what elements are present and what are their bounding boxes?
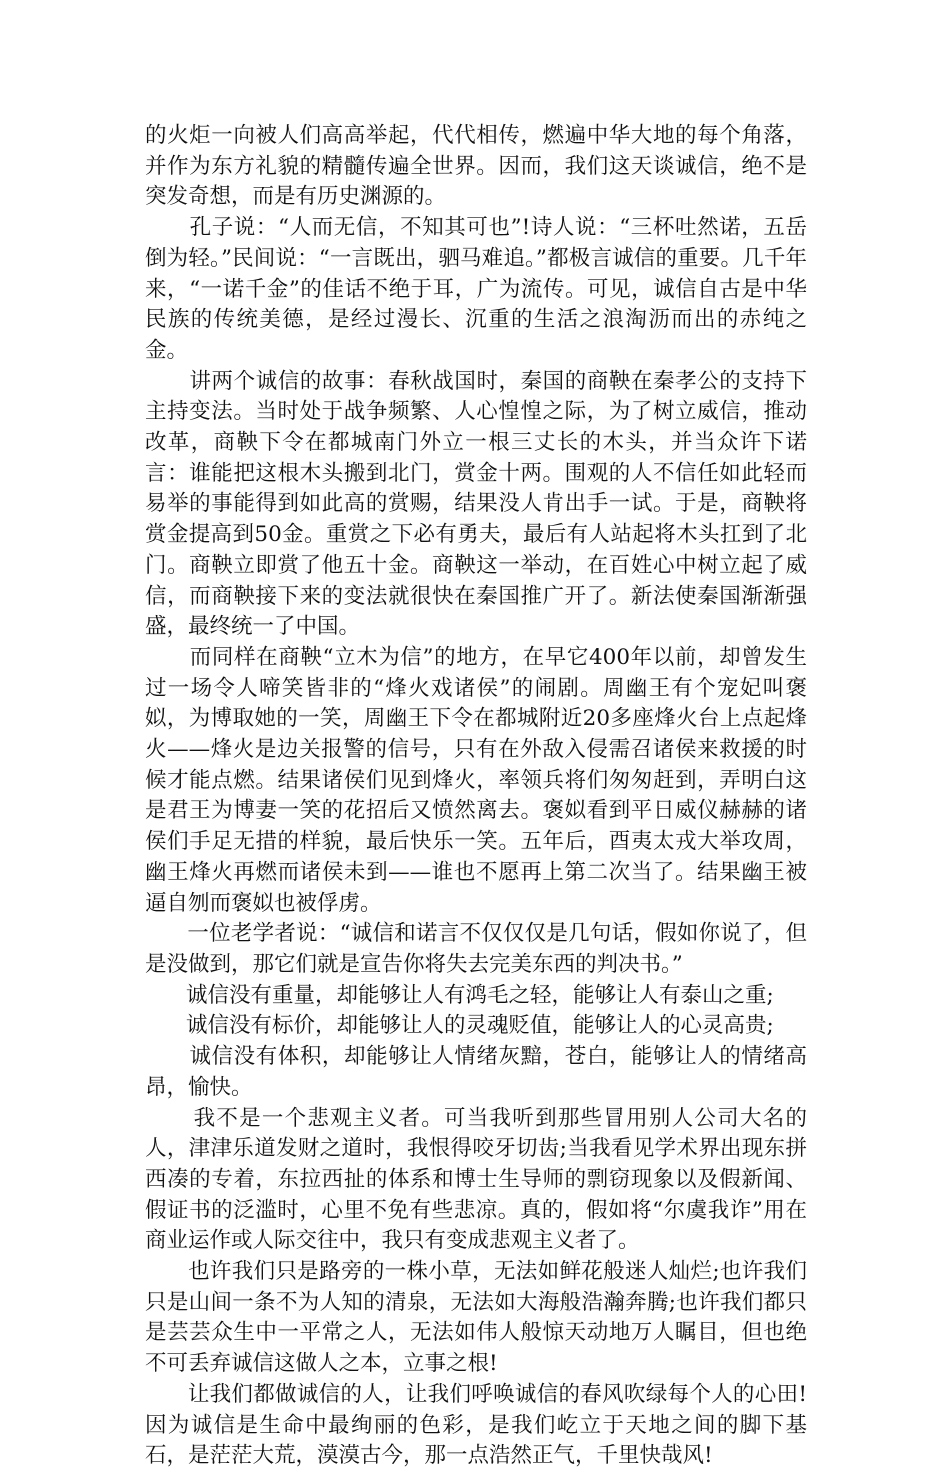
paragraph-price: 诚信没有标价，却能够让人的灵魂贬值，能够让人的心灵高贵; [145, 1013, 774, 1039]
paragraph-shang-yang-story: 讲两个诚信的故事：春秋战国时，秦国的商鞅在秦孝公的支持下主持变法。当时处于战争频繁、人心惶惶之际，为了树立威信，推动改革，商鞅下令在都城南门外立一根三丈长的木头，并当众许下诺言：谁能把这根木头搬到北门，赏金十两。围观的人不信任如此轻而易举的事能得到如此高的赏赐，结果没人肯出手一试。于是，商鞅将赏金提高到50金。重赏之下必有勇夫，最后有人站起将木头扛到了北门。商鞅立即赏了他五十金。商鞅这一举动，在百姓心中树立起了威信，而商鞅接下来的变法就很快在秦国推广开了。新法使秦国渐渐强盛，最终统一了中国。 [145, 368, 807, 640]
paragraph-grass: 也许我们只是路旁的一株小草，无法如鲜花般迷人灿烂;也许我们只是山间一条不为人知的清泉，无法如大海般浩瀚奔腾;也许我们都只是芸芸众生中一平常之人，无法如伟人般惊天动地万人瞩目，但也绝不可丢弃诚信这做人之本，立事之根! [145, 1259, 807, 1377]
paragraph-beacon-fire-story: 而同样在商鞅“立木为信”的地方，在早它400年以前，却曾发生过一场令人啼笑皆非的“烽火戏诸侯”的闹剧。周幽王有个宠妃叫褒姒，为博取她的一笑，周幽王下令在都城附近20多座烽火台上点起烽火——烽火是边关报警的信号，只有在外敌入侵需召诸侯来救援的时候才能点燃。结果诸侯们见到烽火，率领兵将们匆匆赶到，弄明白这是君王为博妻一笑的花招后又愤然离去。褒姒看到平日威仪赫赫的诸侯们手足无措的样貌，最后快乐一笑。五年后，酉夷太戎大举攻周，幽王烽火再燃而诸侯未到——谁也不愿再上第二次当了。结果幽王被逼自刎而褒姒也被俘虏。 [145, 644, 807, 916]
paragraph-pessimist: 我不是一个悲观主义者。可当我听到那些冒用别人公司大名的人，津津乐道发财之道时，我恨得咬牙切齿;当我看见学术界出现东拼西凑的专着，东拉西扯的体系和博士生导师的剽窃现象以及假新闻、假证书的泛滥时，心里不免有些悲凉。真的，假如将“尔虞我诈”用在商业运作或人际交往中，我只有变成悲观主义者了。 [145, 1105, 807, 1254]
paragraph-torch-continuation: 的火炬一向被人们高高举起，代代相传，燃遍中华大地的每个角落，并作为东方礼貌的精髓传遍全世界。因而，我们这天谈诚信，绝不是突发奇想，而是有历史渊源的。 [145, 123, 807, 210]
document-body [145, 121, 807, 1472]
paragraph-weight: 诚信没有重量，却能够让人有鸿毛之轻，能够让人有泰山之重; [145, 982, 774, 1008]
paragraph-volume: 诚信没有体积，却能够让人情绪灰黯，苍白，能够让人的情绪高昂，愉快。 [145, 1044, 807, 1100]
paragraph-confucius-quote: 孔子说：“人而无信，不知其可也”!诗人说：“三杯吐然诺，五岳倒为轻。”民间说：“一言既出，驷马难追。”都极言诚信的重要。几千年来，“一诺千金”的佳话不绝于耳，广为流传。可见，诚信自古是中华民族的传统美德，是经过漫长、沉重的生活之浪淘沥而出的赤纯之金。 [145, 215, 807, 363]
paragraph-scholar-quote: 一位老学者说：“诚信和诺言不仅仅仅是几句话，假如你说了，但是没做到，那它们就是宣告你将失去完美东西的判决书。” [145, 921, 807, 977]
paragraph-closing: 让我们都做诚信的人，让我们呼唤诚信的春风吹绿每个人的心田!因为诚信是生命中最绚丽的色彩，是我们屹立于天地之间的脚下基石，是茫茫大荒，漠漠古今，那一点浩然正气，千里快哉风! [145, 1381, 807, 1469]
